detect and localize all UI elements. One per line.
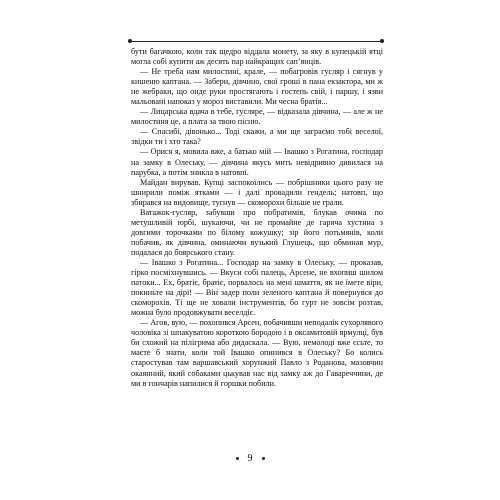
paragraph: бути багачкою, коли так щедро віддала монету, за яку в купецькій ятці могла собі купити аж десять пар найкращих сап’янців. xyxy=(131,47,383,67)
paragraph: — Не треба нам милостині, крале, — побагровів гусляр і сягнув у кишеню каптана. — Забери, дівчино, свої гроші в пана екзактора, ми ж не жебраки, що онде руки простягають і гостепь свій, і паршу, і язви мальовані напоказ у мороз виставили. Ми чесна братія... xyxy=(131,67,383,107)
header-rule-left-dot xyxy=(128,39,132,43)
paragraph: — Агов, вую, — похопився Арсен, побачивши неподалік сухорлявого чоловіка зі шпакуватою короткою бородою і в оксамитовій ярмулці, був би схожий на пілігрима або дидаскала. — Вую, немолоді вже єсьте, то маєте б знати, коли той Івашко опинився в Олеську? Бо колись старостував там варшавський хорунжий Павло з Роданова, мазовчин окаянний, який собаками цькував нас від замку аж до Гавареччини, де ми в гончарів напилися й горшки побили. xyxy=(131,318,383,388)
paragraph: — Івашко з Рогатина... Господар на замку в Олеську, — проказав, гірко посміхнувшись. — Вкуси собі палець, Арсене, не вхопиш шилом патоки... Ех, братіє, братіє, порвалось на мені шмаття, як не їмете віри, покиньте на дірі! — Він задер поли зеленого каптана й повернувся до скоморохів. Ті ще не ховали інструментів, бо гурт не зовсім розтав, можна було продовжувати веселдіє. xyxy=(131,257,383,318)
paragraph: — Спасибі, дівонько... Тоді скажи, а ми ще заграємо тобі веселої, звідки ти і хто така? xyxy=(131,127,383,147)
page-body xyxy=(131,47,383,389)
header-rule xyxy=(131,41,381,42)
paragraph: — Лицарська вдача в тебе, гусляре, — відказала дівчина, — але ж не милостиня це, а плата за твою пісню. xyxy=(131,107,383,127)
footer-bullet-left xyxy=(236,457,239,460)
paragraph: Майдан вирував. Купці заспокоїлись — побрішники цього разу не шнирили поміж ятками — і далі провадили гендель; натовп, що збирався на видовище, тугнув — скоморохи більше не грали. xyxy=(131,177,383,207)
page-number: 9 xyxy=(247,453,253,464)
paragraph: Ватажок-гусляр, забувши про побратимів, блукав очима по метушливій юрбі, шукаючи, чи не промайне де гаряча хустина з довгими торочками по білому кожушку; зір його потьмянів, коли побачив, як дівчина, оминаючи вузький Глушець, що обминав мур, подалася до боярського стану. xyxy=(131,207,383,257)
footer-bullet-right xyxy=(262,457,265,460)
paragraph: — Орися я, мовила вже, а батько мій — Івашко з Рогатина, господар на замку в Олеську, — дівчина якусь мить невідривно дивилася на парубка, а потім зникла в натовпі. xyxy=(131,147,383,177)
header-rule-right-dot xyxy=(380,39,384,43)
page-footer xyxy=(0,453,500,464)
